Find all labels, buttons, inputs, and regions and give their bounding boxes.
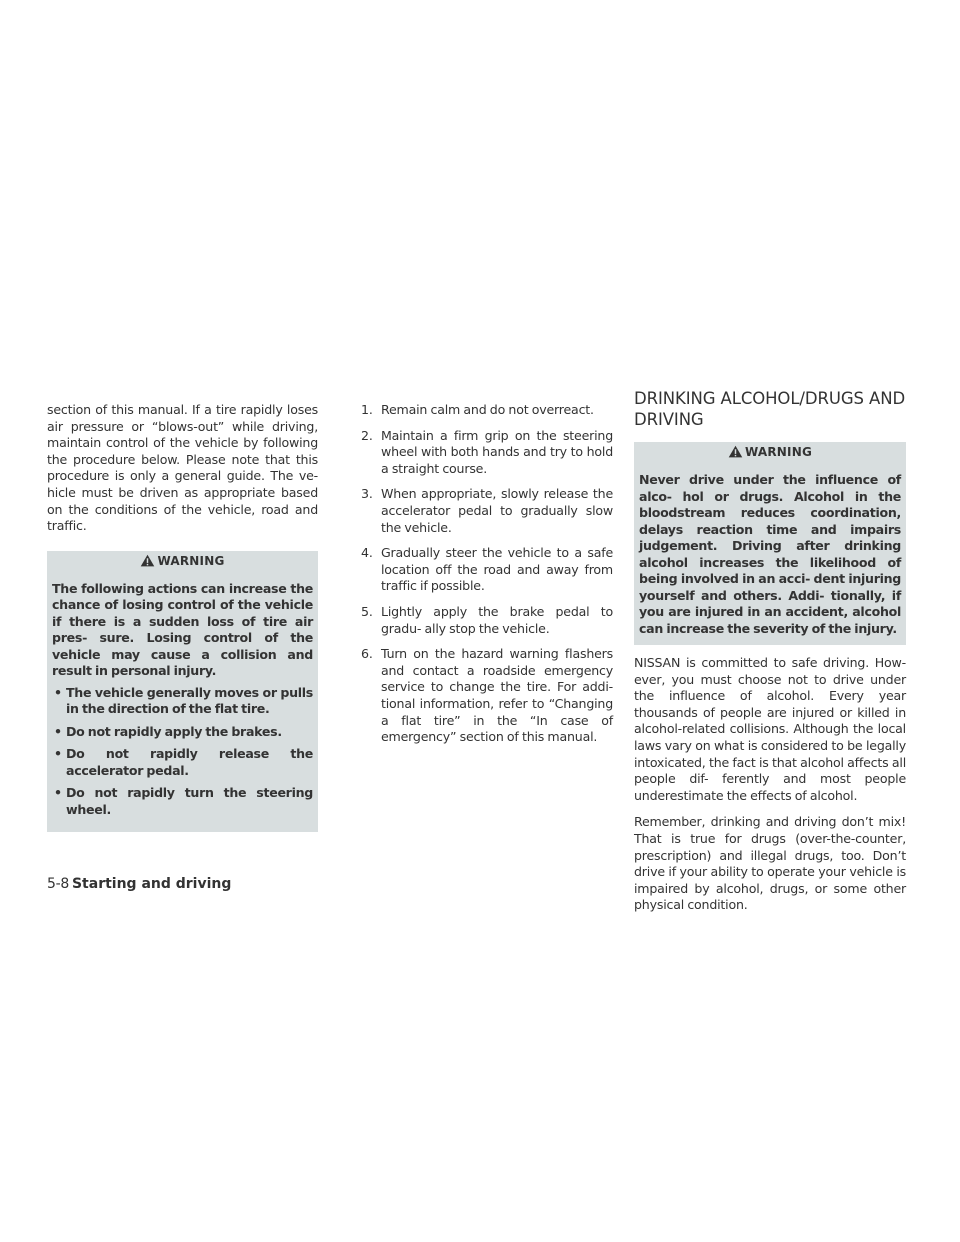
step-item xyxy=(361,545,613,595)
step-number: 2. xyxy=(361,427,373,443)
warning-bullet: • The vehicle generally moves or pulls in the direction of the flat tire. xyxy=(52,685,313,718)
step-number: 5. xyxy=(361,603,373,619)
body-paragraph: Remember, drinking and driving don’t mix! That is true for drugs (over-the-counter, prescription) and illegal drugs, too. Don’t drive if your ability to operate your vehicle is impaired by alcohol, drugs, or some other physical condition. xyxy=(634,814,906,913)
warning-triangle-icon xyxy=(140,554,155,567)
step-number: 4. xyxy=(361,545,373,561)
warning-header xyxy=(634,442,906,463)
warning-text: Never drive under the influence of alco- hol or drugs. Alcohol in the bloodstream reduces coordination, delays reaction time and impairs judgement. Driving after drinking alcohol increases the likelihood of being involved in an acci- dent injuring yourself and others. Addi- tionally, if you are injured in an accident, alcohol can increase the severity of the injury. xyxy=(639,472,901,636)
warning-bullet: • Do not rapidly release the accelerator pedal. xyxy=(52,746,313,779)
column-left xyxy=(47,402,318,832)
warning-triangle-icon xyxy=(728,445,743,458)
body-paragraph: NISSAN is committed to safe driving. How- ever, you must choose not to drive under the influence of alcohol. Every year thousands of people are injured or killed in alcohol-related collisions. Although the local laws vary on what is considered to be legally intoxicated, the fact is that alcohol affects all people dif- ferently and most people underestimate the effects of alcohol. xyxy=(634,655,906,803)
step-item xyxy=(361,428,613,478)
warning-box-alcohol xyxy=(634,442,906,645)
warning-title: WARNING xyxy=(744,445,813,459)
step-text: Lightly apply the brake pedal to gradu- ally stop the vehicle. xyxy=(381,603,613,636)
warning-bullet-list xyxy=(52,685,313,819)
chapter-title: Starting and driving xyxy=(71,876,232,892)
intro-paragraph: section of this manual. If a tire rapidly loses air pressure or “blows-out” while driving, maintain control of the vehicle by following the procedure below. Please note that this procedure is only a general guide. The ve- hicle must be driven as appropriate based on the conditions of the vehicle, road and traffic. xyxy=(47,402,318,534)
step-number: 6. xyxy=(361,646,373,662)
warning-text: The following actions can increase the chance of losing control of the vehicle if there is a sudden loss of tire air pres- sure. Losing control of the vehicle may cause a collision and result in personal injury. xyxy=(52,580,313,679)
step-text: Gradually steer the vehicle to a safe location off the road and away from traffic if possible. xyxy=(381,545,613,594)
warning-body xyxy=(47,572,318,833)
step-number: 3. xyxy=(361,486,373,502)
warning-bullet: • Do not rapidly turn the steering wheel. xyxy=(52,785,313,818)
warning-box-tire xyxy=(47,551,318,833)
page-number: 5-8 xyxy=(47,876,69,892)
warning-body xyxy=(634,463,906,645)
column-right xyxy=(634,389,906,924)
step-item xyxy=(361,604,613,637)
step-item xyxy=(361,402,613,419)
step-item xyxy=(361,486,613,536)
page-footer xyxy=(47,876,231,892)
step-text: When appropriate, slowly release the accelerator pedal to gradually slow the vehicle. xyxy=(381,486,613,535)
warning-header xyxy=(47,551,318,572)
section-heading: DRINKING ALCOHOL/DRUGS AND DRIVING xyxy=(634,389,906,429)
step-item xyxy=(361,646,613,746)
procedure-steps xyxy=(361,402,613,746)
step-text: Turn on the hazard warning flashers and contact a roadside emergency service to change the tire. For addi- tional information, refer to “Changing a flat tire” in the “In case of emergency” section of this manual. xyxy=(381,646,613,745)
step-number: 1. xyxy=(361,402,373,417)
column-middle xyxy=(361,402,613,755)
warning-title: WARNING xyxy=(157,553,225,568)
step-text: Remain calm and do not overreact. xyxy=(381,402,594,417)
step-text: Maintain a firm grip on the steering wheel with both hands and try to hold a straight course. xyxy=(381,427,613,476)
warning-bullet: • Do not rapidly apply the brakes. xyxy=(52,724,313,741)
